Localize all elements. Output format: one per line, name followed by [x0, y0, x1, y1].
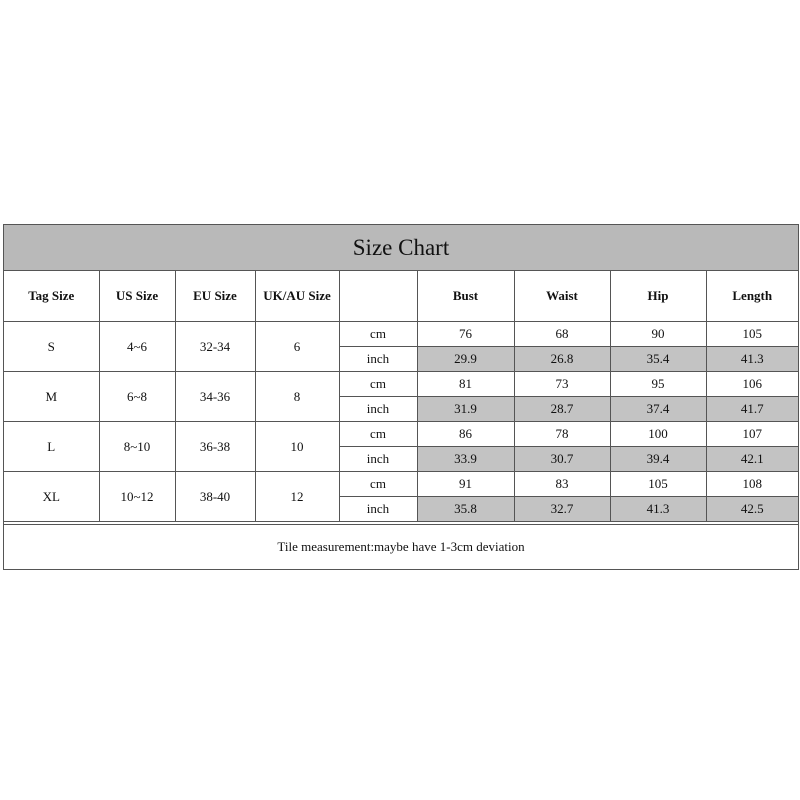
tag-size-cell: S — [4, 322, 99, 372]
header-bust: Bust — [417, 271, 514, 322]
unit-cell: inch — [339, 347, 417, 372]
header-tag-size: Tag Size — [4, 271, 99, 322]
size-chart-title: Size Chart — [4, 225, 798, 271]
waist-cell: 73 — [514, 372, 610, 397]
uk-au-size-cell: 8 — [255, 372, 339, 422]
header-row — [4, 271, 798, 322]
length-cell: 105 — [706, 322, 798, 347]
measurement-note: Tile measurement:maybe have 1-3cm deviation — [4, 524, 798, 569]
header-length: Length — [706, 271, 798, 322]
size-table — [4, 271, 798, 522]
eu-size-cell: 32-34 — [175, 322, 255, 372]
us-size-cell: 4~6 — [99, 322, 175, 372]
length-cell: 107 — [706, 422, 798, 447]
waist-cell: 28.7 — [514, 397, 610, 422]
hip-cell: 95 — [610, 372, 706, 397]
uk-au-size-cell: 10 — [255, 422, 339, 472]
bust-cell: 29.9 — [417, 347, 514, 372]
header-uk-au-size: UK/AU Size — [255, 271, 339, 322]
unit-cell: cm — [339, 472, 417, 497]
tag-size-cell: XL — [4, 472, 99, 522]
header-unit — [339, 271, 417, 322]
bust-cell: 91 — [417, 472, 514, 497]
waist-cell: 68 — [514, 322, 610, 347]
table-row — [4, 422, 798, 447]
uk-au-size-cell: 12 — [255, 472, 339, 522]
size-chart — [3, 224, 799, 570]
length-cell: 41.3 — [706, 347, 798, 372]
bust-cell: 76 — [417, 322, 514, 347]
bust-cell: 86 — [417, 422, 514, 447]
unit-cell: cm — [339, 372, 417, 397]
length-cell: 42.1 — [706, 447, 798, 472]
tag-size-cell: L — [4, 422, 99, 472]
header-hip: Hip — [610, 271, 706, 322]
eu-size-cell: 38-40 — [175, 472, 255, 522]
tag-size-cell: M — [4, 372, 99, 422]
waist-cell: 26.8 — [514, 347, 610, 372]
waist-cell: 32.7 — [514, 497, 610, 522]
hip-cell: 35.4 — [610, 347, 706, 372]
table-row — [4, 322, 798, 347]
hip-cell: 37.4 — [610, 397, 706, 422]
uk-au-size-cell: 6 — [255, 322, 339, 372]
unit-cell: cm — [339, 422, 417, 447]
eu-size-cell: 34-36 — [175, 372, 255, 422]
unit-cell: inch — [339, 447, 417, 472]
length-cell: 108 — [706, 472, 798, 497]
unit-cell: cm — [339, 322, 417, 347]
hip-cell: 41.3 — [610, 497, 706, 522]
eu-size-cell: 36-38 — [175, 422, 255, 472]
waist-cell: 83 — [514, 472, 610, 497]
bust-cell: 81 — [417, 372, 514, 397]
bust-cell: 35.8 — [417, 497, 514, 522]
bust-cell: 33.9 — [417, 447, 514, 472]
bust-cell: 31.9 — [417, 397, 514, 422]
us-size-cell: 10~12 — [99, 472, 175, 522]
hip-cell: 90 — [610, 322, 706, 347]
table-row — [4, 372, 798, 397]
hip-cell: 100 — [610, 422, 706, 447]
unit-cell: inch — [339, 397, 417, 422]
length-cell: 106 — [706, 372, 798, 397]
table-row — [4, 472, 798, 497]
us-size-cell: 8~10 — [99, 422, 175, 472]
hip-cell: 105 — [610, 472, 706, 497]
us-size-cell: 6~8 — [99, 372, 175, 422]
header-waist: Waist — [514, 271, 610, 322]
unit-cell: inch — [339, 497, 417, 522]
header-eu-size: EU Size — [175, 271, 255, 322]
waist-cell: 78 — [514, 422, 610, 447]
length-cell: 42.5 — [706, 497, 798, 522]
length-cell: 41.7 — [706, 397, 798, 422]
header-us-size: US Size — [99, 271, 175, 322]
hip-cell: 39.4 — [610, 447, 706, 472]
waist-cell: 30.7 — [514, 447, 610, 472]
